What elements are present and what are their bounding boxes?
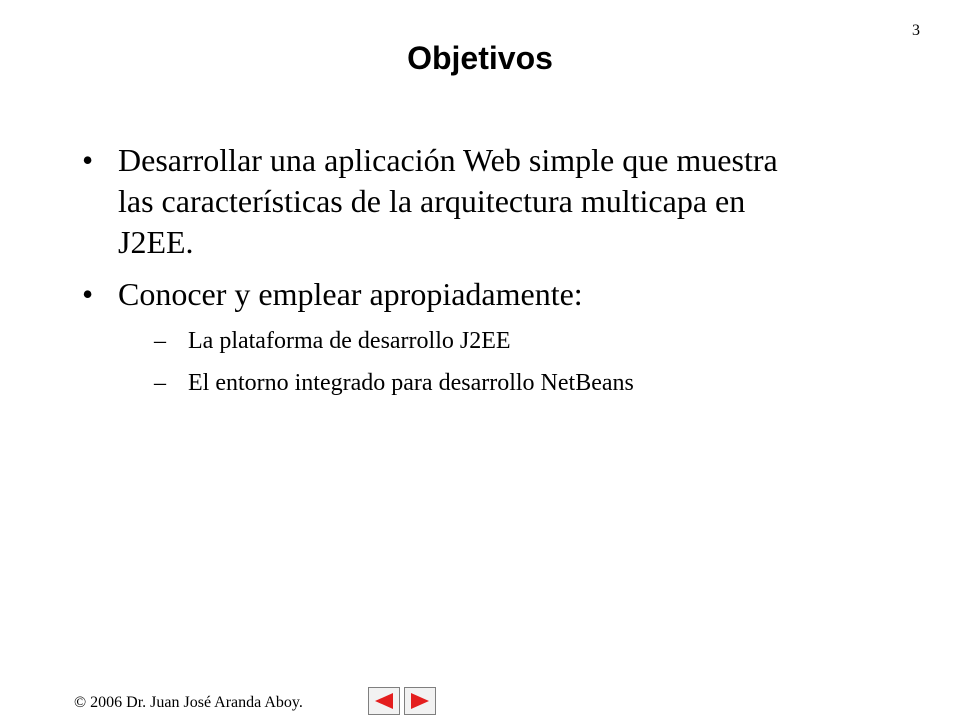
bullet-item <box>82 140 802 263</box>
bullet-marker: • <box>82 276 94 312</box>
bullet-text: Conocer y emplear apropiadamente: <box>118 276 583 312</box>
next-slide-button[interactable] <box>404 687 436 715</box>
bullet-item <box>82 274 802 315</box>
bullet-marker: • <box>82 142 94 178</box>
sub-bullet-marker: – <box>154 370 166 396</box>
slide-content <box>82 140 802 410</box>
sub-bullet-text: El entorno integrado para desarrollo NetBeans <box>188 370 634 396</box>
page-number: 3 <box>912 22 920 39</box>
sub-bullet-text: La plataforma de desarrollo J2EE <box>188 328 511 354</box>
sub-bullet-item <box>154 368 802 398</box>
arrow-right-icon <box>409 692 431 710</box>
footer-copyright: © 2006 Dr. Juan José Aranda Aboy. <box>74 694 303 711</box>
sub-bullet-marker: – <box>154 328 166 354</box>
sub-bullet-item <box>154 326 802 356</box>
previous-slide-button[interactable] <box>368 687 400 715</box>
arrow-left-icon <box>373 692 395 710</box>
bullet-text: Desarrollar una aplicación Web simple que muestra las características de la arquitectura multicapa en J2EE. <box>118 142 778 260</box>
slide-navigation <box>368 687 436 715</box>
slide-title: Objetivos <box>407 40 553 76</box>
